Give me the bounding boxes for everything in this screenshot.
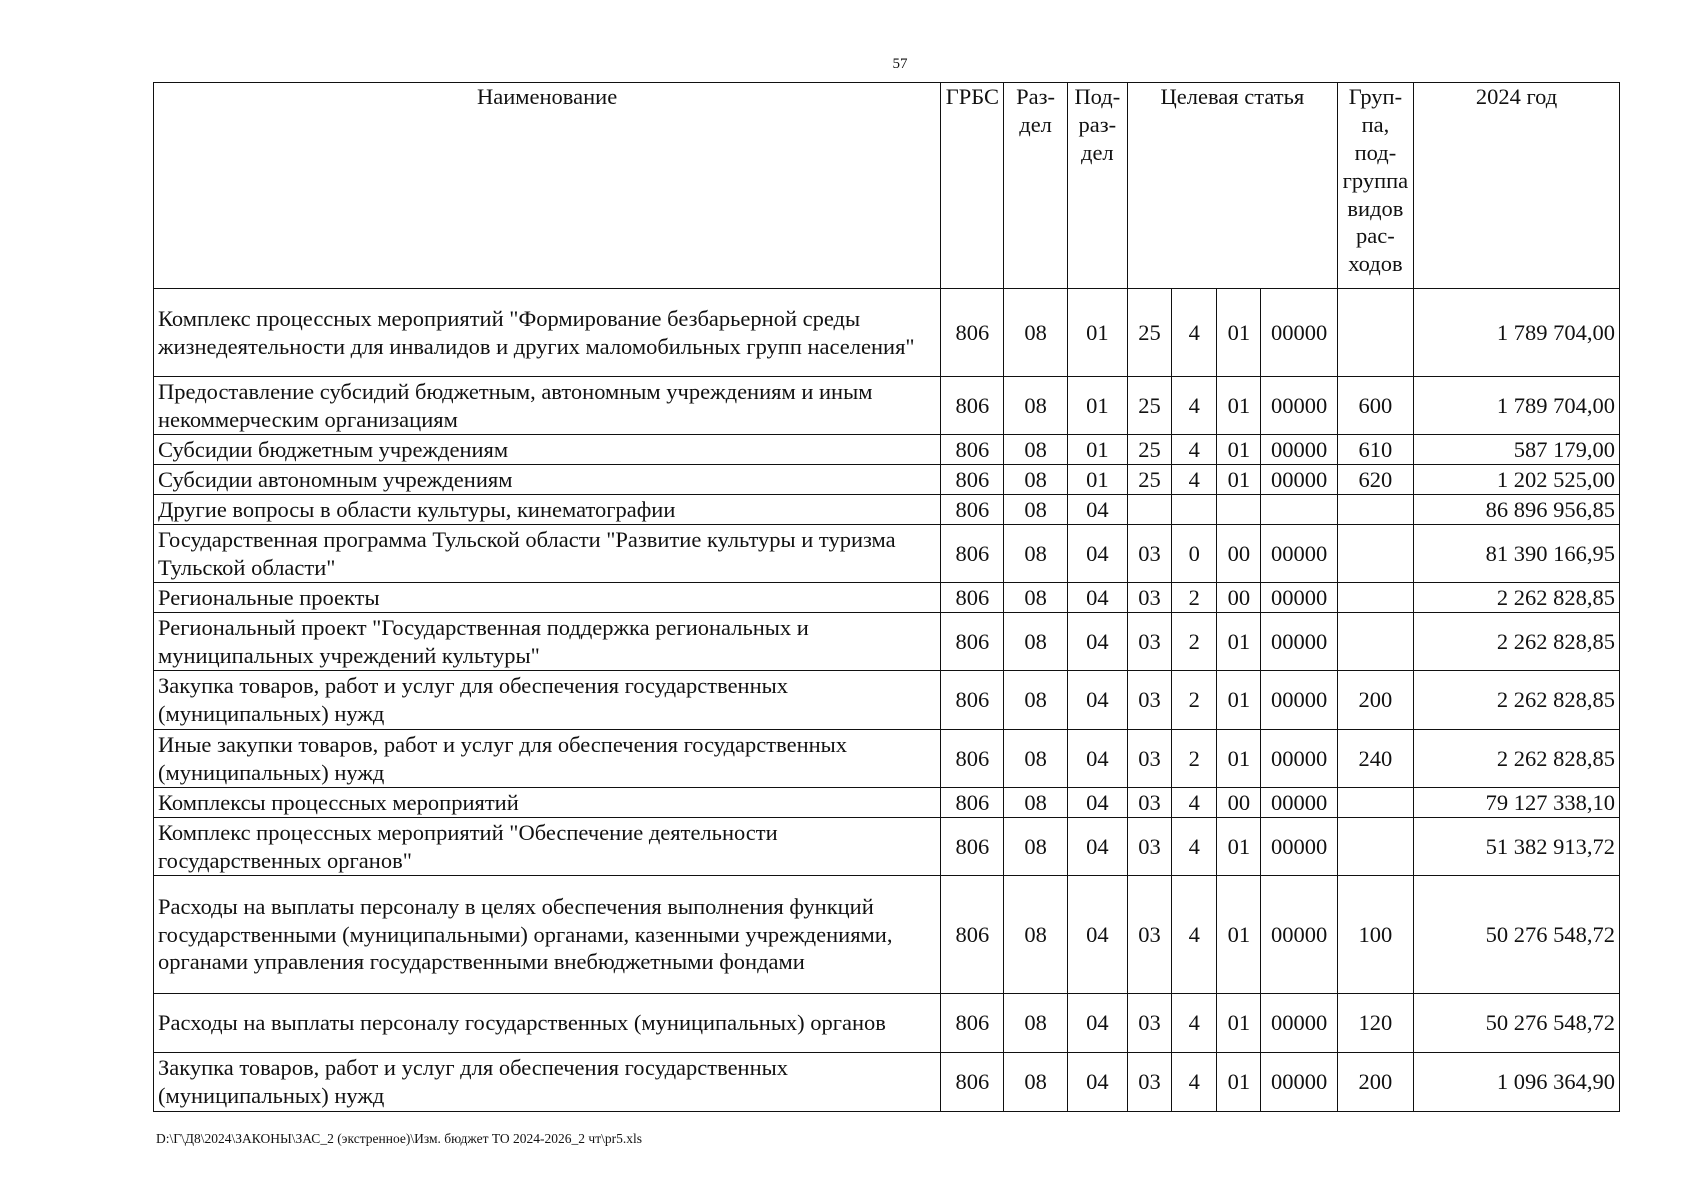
cell-expense-group (1337, 495, 1413, 525)
cell-razdel: 08 (1004, 377, 1067, 435)
cell-grbs: 806 (941, 730, 1004, 788)
row-name: Иные закупки товаров, работ и услуг для обеспечения государственных (муниципальных) нужд (154, 730, 941, 788)
cell-grbs: 806 (941, 377, 1004, 435)
cell-amount-2024: 79 127 338,10 (1414, 788, 1620, 818)
cell-expense-group: 120 (1337, 994, 1413, 1053)
cell-amount-2024: 2 262 828,85 (1414, 730, 1620, 788)
cell-target-program: 25 (1127, 289, 1171, 377)
cell-grbs: 806 (941, 876, 1004, 994)
row-name: Субсидии автономным учреждениям (154, 465, 941, 495)
cell-amount-2024: 50 276 548,72 (1414, 994, 1620, 1053)
cell-expense-group (1337, 583, 1413, 613)
cell-target-type: 2 (1172, 613, 1217, 671)
cell-target-program: 03 (1127, 613, 1171, 671)
table-row (154, 525, 1620, 583)
cell-razdel: 08 (1004, 994, 1067, 1053)
cell-target-direction: 00000 (1261, 583, 1337, 613)
cell-target-direction: 00000 (1261, 1053, 1337, 1112)
cell-expense-group: 600 (1337, 377, 1413, 435)
cell-razdel: 08 (1004, 465, 1067, 495)
cell-target-direction: 00000 (1261, 788, 1337, 818)
footer-file-path: D:\Г\Д8\2024\ЗАКОНЫ\ЗАС_2 (экстренное)\Изм. бюджет ТО 2024-2026_2 чт\pr5.xls (156, 1131, 642, 1146)
row-name: Другие вопросы в области культуры, кинематографии (154, 495, 941, 525)
cell-target-subprogram: 01 (1217, 1053, 1261, 1112)
cell-target-type: 4 (1172, 377, 1217, 435)
cell-target-program: 03 (1127, 730, 1171, 788)
cell-razdel: 08 (1004, 788, 1067, 818)
table-row (154, 671, 1620, 730)
row-name: Комплекс процессных мероприятий "Формирование безбарьерной среды жизнедеятельности для инвалидов и других маломобильных групп населения" (154, 289, 941, 377)
row-name: Закупка товаров, работ и услуг для обеспечения государственных (муниципальных) нужд (154, 1053, 941, 1112)
cell-target-program: 03 (1127, 583, 1171, 613)
cell-podrazdel: 04 (1067, 818, 1127, 876)
cell-target-direction: 00000 (1261, 435, 1337, 465)
cell-grbs: 806 (941, 671, 1004, 730)
cell-expense-group: 100 (1337, 876, 1413, 994)
cell-razdel: 08 (1004, 435, 1067, 465)
row-name: Закупка товаров, работ и услуг для обеспечения государственных (муниципальных) нужд (154, 671, 941, 730)
cell-target-direction: 00000 (1261, 994, 1337, 1053)
cell-amount-2024: 86 896 956,85 (1414, 495, 1620, 525)
cell-podrazdel: 04 (1067, 495, 1127, 525)
cell-amount-2024: 1 789 704,00 (1414, 377, 1620, 435)
cell-amount-2024: 1 202 525,00 (1414, 465, 1620, 495)
table-row (154, 465, 1620, 495)
cell-expense-group: 610 (1337, 435, 1413, 465)
cell-razdel: 08 (1004, 613, 1067, 671)
cell-grbs: 806 (941, 818, 1004, 876)
cell-target-program: 03 (1127, 1053, 1171, 1112)
cell-target-subprogram: 01 (1217, 818, 1261, 876)
cell-target-program: 03 (1127, 525, 1171, 583)
cell-target-type: 4 (1172, 818, 1217, 876)
cell-target-program: 03 (1127, 671, 1171, 730)
cell-target-direction: 00000 (1261, 465, 1337, 495)
cell-target-program (1127, 495, 1171, 525)
table-row (154, 613, 1620, 671)
header-grbs: ГРБС (941, 83, 1004, 289)
cell-grbs: 806 (941, 994, 1004, 1053)
row-name: Комплекс процессных мероприятий "Обеспечение деятельности государственных органов" (154, 818, 941, 876)
table-row (154, 289, 1620, 377)
cell-target-direction: 00000 (1261, 876, 1337, 994)
cell-podrazdel: 04 (1067, 613, 1127, 671)
cell-razdel: 08 (1004, 289, 1067, 377)
cell-amount-2024: 1 789 704,00 (1414, 289, 1620, 377)
row-name: Расходы на выплаты персоналу в целях обеспечения выполнения функций государственными (муниципальными) органами, казенными учреждениями, органами управления государственными внебюджетными фондами (154, 876, 941, 994)
row-name: Расходы на выплаты персоналу государственных (муниципальных) органов (154, 994, 941, 1053)
cell-podrazdel: 04 (1067, 994, 1127, 1053)
cell-target-subprogram: 01 (1217, 876, 1261, 994)
cell-razdel: 08 (1004, 730, 1067, 788)
page-number: 57 (892, 56, 908, 72)
cell-target-program: 25 (1127, 377, 1171, 435)
cell-target-subprogram: 01 (1217, 671, 1261, 730)
cell-grbs: 806 (941, 525, 1004, 583)
cell-razdel: 08 (1004, 495, 1067, 525)
cell-podrazdel: 04 (1067, 525, 1127, 583)
cell-podrazdel: 04 (1067, 730, 1127, 788)
cell-target-subprogram: 01 (1217, 730, 1261, 788)
cell-grbs: 806 (941, 435, 1004, 465)
header-year: 2024 год (1414, 83, 1620, 289)
cell-target-type: 4 (1172, 1053, 1217, 1112)
cell-expense-group: 200 (1337, 1053, 1413, 1112)
header-podrazdel: Под- раз- дел (1067, 83, 1127, 289)
cell-target-type: 4 (1172, 289, 1217, 377)
cell-grbs: 806 (941, 613, 1004, 671)
cell-razdel: 08 (1004, 671, 1067, 730)
table-header-row (154, 83, 1620, 289)
table-row (154, 994, 1620, 1053)
cell-podrazdel: 01 (1067, 289, 1127, 377)
cell-expense-group (1337, 289, 1413, 377)
cell-razdel: 08 (1004, 525, 1067, 583)
cell-podrazdel: 01 (1067, 377, 1127, 435)
cell-target-type: 2 (1172, 671, 1217, 730)
cell-target-direction: 00000 (1261, 671, 1337, 730)
cell-target-type: 2 (1172, 583, 1217, 613)
cell-target-type: 2 (1172, 730, 1217, 788)
table-row (154, 495, 1620, 525)
cell-target-program: 03 (1127, 876, 1171, 994)
table-body (154, 289, 1620, 1112)
cell-grbs: 806 (941, 465, 1004, 495)
row-name: Предоставление субсидий бюджетным, автономным учреждениям и иным некоммерческим организациям (154, 377, 941, 435)
header-name: Наименование (154, 83, 941, 289)
cell-amount-2024: 2 262 828,85 (1414, 583, 1620, 613)
budget-table (153, 82, 1620, 1112)
row-name: Государственная программа Тульской области "Развитие культуры и туризма Тульской области" (154, 525, 941, 583)
cell-podrazdel: 01 (1067, 435, 1127, 465)
cell-target-direction: 00000 (1261, 730, 1337, 788)
row-name: Региональные проекты (154, 583, 941, 613)
cell-podrazdel: 01 (1067, 465, 1127, 495)
cell-amount-2024: 1 096 364,90 (1414, 1053, 1620, 1112)
cell-target-subprogram (1217, 495, 1261, 525)
cell-amount-2024: 2 262 828,85 (1414, 613, 1620, 671)
cell-grbs: 806 (941, 1053, 1004, 1112)
cell-target-type: 4 (1172, 465, 1217, 495)
row-name: Субсидии бюджетным учреждениям (154, 435, 941, 465)
cell-target-type: 4 (1172, 788, 1217, 818)
cell-target-subprogram: 00 (1217, 788, 1261, 818)
cell-target-subprogram: 01 (1217, 613, 1261, 671)
header-razdel: Раз- дел (1004, 83, 1067, 289)
cell-target-subprogram: 01 (1217, 289, 1261, 377)
header-target-article: Целевая статья (1127, 83, 1337, 289)
cell-expense-group: 240 (1337, 730, 1413, 788)
cell-target-direction: 00000 (1261, 818, 1337, 876)
cell-target-subprogram: 01 (1217, 465, 1261, 495)
cell-target-program: 03 (1127, 994, 1171, 1053)
cell-razdel: 08 (1004, 1053, 1067, 1112)
cell-razdel: 08 (1004, 583, 1067, 613)
cell-podrazdel: 04 (1067, 788, 1127, 818)
cell-grbs: 806 (941, 583, 1004, 613)
cell-podrazdel: 04 (1067, 876, 1127, 994)
cell-target-type: 4 (1172, 435, 1217, 465)
cell-target-program: 25 (1127, 435, 1171, 465)
cell-target-type: 0 (1172, 525, 1217, 583)
cell-target-direction: 00000 (1261, 377, 1337, 435)
cell-target-direction: 00000 (1261, 613, 1337, 671)
header-expense-group: Груп- па, под- группа видов рас- ходов (1337, 83, 1413, 289)
table-row (154, 1053, 1620, 1112)
cell-target-subprogram: 01 (1217, 994, 1261, 1053)
cell-amount-2024: 2 262 828,85 (1414, 671, 1620, 730)
cell-amount-2024: 51 382 913,72 (1414, 818, 1620, 876)
cell-target-type: 4 (1172, 994, 1217, 1053)
cell-amount-2024: 50 276 548,72 (1414, 876, 1620, 994)
cell-podrazdel: 04 (1067, 1053, 1127, 1112)
cell-target-subprogram: 00 (1217, 583, 1261, 613)
cell-target-direction: 00000 (1261, 525, 1337, 583)
cell-razdel: 08 (1004, 876, 1067, 994)
cell-target-program: 25 (1127, 465, 1171, 495)
cell-target-subprogram: 00 (1217, 525, 1261, 583)
table-row (154, 435, 1620, 465)
table-row (154, 876, 1620, 994)
cell-grbs: 806 (941, 788, 1004, 818)
table-row (154, 818, 1620, 876)
cell-podrazdel: 04 (1067, 583, 1127, 613)
table-row (154, 377, 1620, 435)
cell-target-direction: 00000 (1261, 289, 1337, 377)
cell-expense-group (1337, 525, 1413, 583)
row-name: Комплексы процессных мероприятий (154, 788, 941, 818)
cell-target-subprogram: 01 (1217, 377, 1261, 435)
row-name: Региональный проект "Государственная поддержка региональных и муниципальных учреждений культуры" (154, 613, 941, 671)
cell-amount-2024: 587 179,00 (1414, 435, 1620, 465)
cell-target-program: 03 (1127, 788, 1171, 818)
cell-target-type: 4 (1172, 876, 1217, 994)
cell-podrazdel: 04 (1067, 671, 1127, 730)
table-row (154, 788, 1620, 818)
table-row (154, 583, 1620, 613)
cell-razdel: 08 (1004, 818, 1067, 876)
cell-target-type (1172, 495, 1217, 525)
cell-expense-group (1337, 818, 1413, 876)
cell-expense-group (1337, 788, 1413, 818)
cell-grbs: 806 (941, 495, 1004, 525)
cell-expense-group (1337, 613, 1413, 671)
cell-grbs: 806 (941, 289, 1004, 377)
cell-target-subprogram: 01 (1217, 435, 1261, 465)
table-row (154, 730, 1620, 788)
cell-target-direction (1261, 495, 1337, 525)
cell-amount-2024: 81 390 166,95 (1414, 525, 1620, 583)
cell-expense-group: 620 (1337, 465, 1413, 495)
cell-target-program: 03 (1127, 818, 1171, 876)
cell-expense-group: 200 (1337, 671, 1413, 730)
